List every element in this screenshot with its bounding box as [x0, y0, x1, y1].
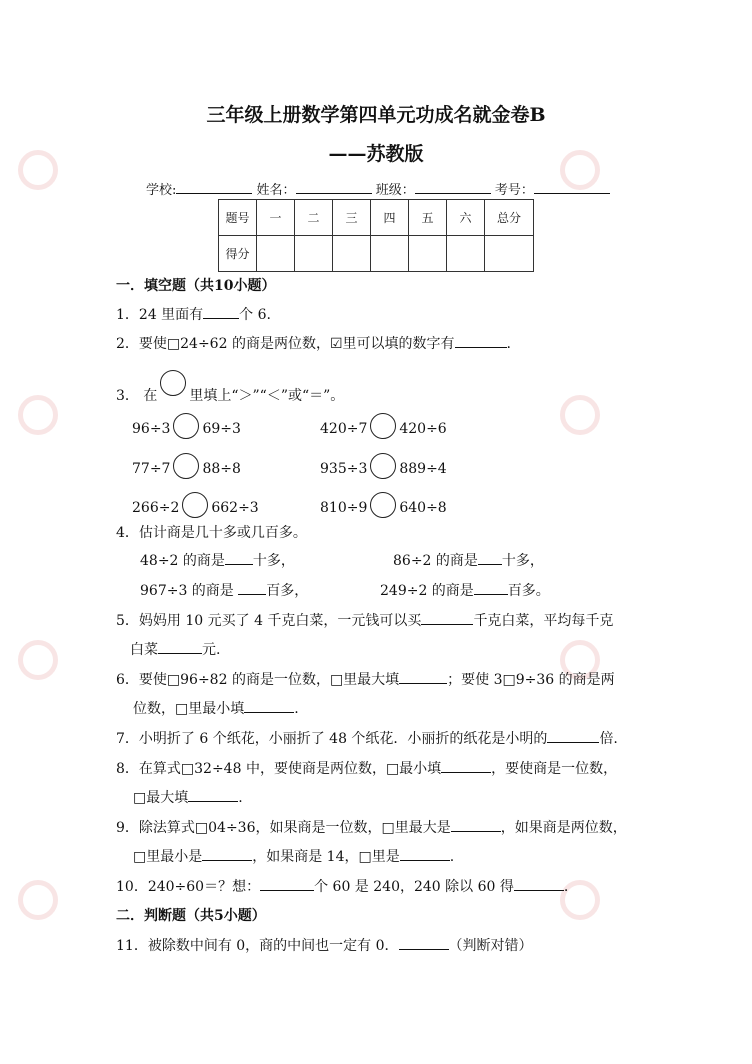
- answer-blank[interactable]: [158, 639, 202, 654]
- class-label: 班级：: [375, 183, 415, 198]
- estimate-item: 249÷2 的商是 百多。: [380, 580, 550, 600]
- question-6-cont: 位数，□里最小填 .: [133, 698, 299, 718]
- table-cell: 得分: [219, 236, 257, 272]
- answer-blank[interactable]: [421, 610, 473, 625]
- question-10: 10．240÷60＝？想： 个 60 是 240，240 除以 60 得 .: [116, 876, 568, 896]
- score-cell[interactable]: [333, 236, 371, 272]
- answer-blank[interactable]: [547, 728, 599, 743]
- estimate-item: 86÷2 的商是 十多，: [393, 550, 544, 570]
- score-cell[interactable]: [485, 236, 534, 272]
- name-label: 姓名：: [256, 183, 296, 198]
- compare-row: 420÷7 420÷6: [320, 413, 447, 439]
- score-table: [218, 199, 534, 272]
- answer-blank[interactable]: [474, 580, 508, 595]
- table-cell: 总分: [485, 200, 534, 236]
- question-9-cont: □里最小是 ，如果商是 14，□里是 .: [133, 846, 454, 866]
- circle-icon: [160, 370, 186, 396]
- answer-blank[interactable]: [188, 787, 238, 802]
- section-2-title: 二．判断题（共5小题）: [116, 908, 266, 924]
- table-cell: 六: [447, 200, 485, 236]
- school-field[interactable]: [176, 179, 252, 194]
- table-cell: 一: [257, 200, 295, 236]
- answer-blank[interactable]: [514, 876, 564, 891]
- table-row: [219, 200, 534, 236]
- compare-row: 96÷3 69÷3: [132, 413, 241, 439]
- question-11: 11．被除数中间有 0，商的中间也一定有 0． （判断对错）: [116, 935, 533, 955]
- answer-blank[interactable]: [441, 758, 491, 773]
- table-cell: 三: [333, 200, 371, 236]
- question-2: 2．要使□24÷62 的商是两位数，☑里可以填的数字有 .: [116, 333, 511, 353]
- table-cell: 五: [409, 200, 447, 236]
- watermark-logo-icon: [18, 880, 58, 920]
- watermark-logo-icon: [18, 395, 58, 435]
- answer-blank[interactable]: [244, 698, 294, 713]
- table-row: [219, 236, 534, 272]
- table-cell: 四: [371, 200, 409, 236]
- estimate-item: 48÷2 的商是 十多，: [140, 550, 295, 570]
- answer-blank[interactable]: [399, 935, 449, 950]
- score-cell[interactable]: [295, 236, 333, 272]
- answer-blank[interactable]: [260, 876, 314, 891]
- compare-circle[interactable]: [173, 453, 199, 479]
- school-label: 学校:: [146, 183, 177, 198]
- score-cell[interactable]: [409, 236, 447, 272]
- compare-row: 266÷2 662÷3: [132, 492, 259, 518]
- score-cell[interactable]: [257, 236, 295, 272]
- score-cell[interactable]: [371, 236, 409, 272]
- watermark-logo-icon: [560, 395, 600, 435]
- header-fields: [146, 179, 610, 198]
- compare-row: 935÷3 889÷4: [320, 453, 447, 479]
- compare-row: 77÷7 88÷8: [132, 453, 241, 479]
- answer-blank[interactable]: [203, 304, 239, 319]
- name-field[interactable]: [296, 179, 372, 194]
- answer-blank[interactable]: [400, 846, 450, 861]
- answer-blank[interactable]: [455, 333, 507, 348]
- score-cell[interactable]: [447, 236, 485, 272]
- answer-blank[interactable]: [202, 846, 252, 861]
- question-8-cont: □最大填 .: [133, 787, 243, 807]
- question-1: 1．24 里面有 个 6.: [116, 304, 271, 324]
- answer-blank[interactable]: [225, 550, 253, 565]
- compare-circle[interactable]: [173, 413, 199, 439]
- table-cell: 二: [295, 200, 333, 236]
- question-7: 7．小明折了 6 个纸花，小丽折了 48 个纸花．小丽折的纸花是小明的 倍.: [116, 728, 618, 748]
- document-subtitle: ——苏教版: [328, 143, 424, 165]
- question-6: 6．要使□96÷82 的商是一位数，□里最大填 ；要使 3□9÷36 的商是两: [116, 669, 615, 689]
- compare-circle[interactable]: [182, 492, 208, 518]
- estimate-item: 967÷3 的商是 百多，: [140, 580, 308, 600]
- question-4: 4．估计商是几十多或几百多。: [116, 525, 307, 541]
- exam-number-label: 考号：: [494, 183, 534, 198]
- document-title: 三年级上册数学第四单元功成名就金卷B: [206, 104, 546, 126]
- section-1-title: 一．填空题（共10小题）: [116, 278, 276, 294]
- question-9: 9．除法算式□04÷36，如果商是一位数，□里最大是 ，如果商是两位数，: [116, 817, 627, 837]
- table-cell: 题号: [219, 200, 257, 236]
- compare-circle[interactable]: [370, 453, 396, 479]
- answer-blank[interactable]: [478, 550, 502, 565]
- compare-row: 810÷9 640÷8: [320, 492, 447, 518]
- question-8: 8．在算式□32÷48 中，要使商是两位数，□最小填 ，要使商是一位数，: [116, 758, 617, 778]
- exam-number-field[interactable]: [534, 179, 610, 194]
- compare-circle[interactable]: [370, 492, 396, 518]
- question-3: 3． 在 里填上“＞”“＜”或“＝”。: [116, 370, 344, 405]
- class-field[interactable]: [415, 179, 491, 194]
- compare-circle[interactable]: [370, 413, 396, 439]
- question-5-cont: 白菜 元.: [130, 639, 220, 659]
- answer-blank[interactable]: [399, 669, 447, 684]
- watermark-logo-icon: [18, 640, 58, 680]
- answer-blank[interactable]: [451, 817, 501, 832]
- answer-blank[interactable]: [238, 580, 266, 595]
- question-5: 5．妈妈用 10 元买了 4 千克白菜，一元钱可以买 千克白菜，平均每千克: [116, 610, 613, 630]
